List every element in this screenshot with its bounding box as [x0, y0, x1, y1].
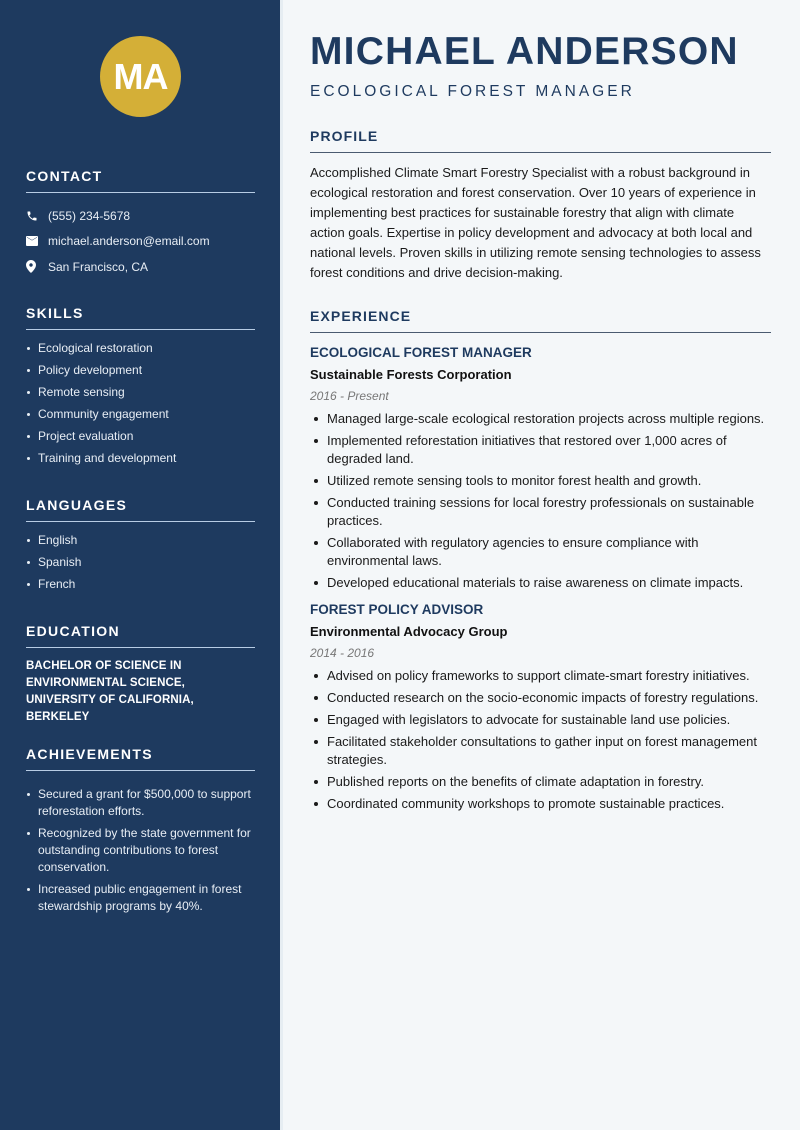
job-company: Environmental Advocacy Group — [310, 624, 508, 639]
job-bullet: Implemented reforestation initiatives that restored over 1,000 acres of degraded land. — [310, 432, 771, 468]
skill-item: Ecological restoration — [26, 340, 255, 357]
column-divider — [280, 0, 283, 1130]
job-entry — [310, 345, 771, 592]
email-address[interactable]: michael.anderson@email.com — [48, 234, 210, 249]
job-bullet: Published reports on the benefits of climate adaptation in forestry. — [310, 773, 771, 791]
education-heading: EDUCATION — [26, 623, 255, 648]
skills-list — [26, 340, 255, 467]
contact-heading: CONTACT — [26, 168, 255, 193]
job-bullet: Engaged with legislators to advocate for sustainable land use policies. — [310, 711, 771, 729]
job-dates: 2016 - Present — [310, 389, 389, 403]
job-bullet: Advised on policy frameworks to support climate-smart forestry initiatives. — [310, 667, 771, 685]
skills-heading: SKILLS — [26, 305, 255, 330]
education-degree: BACHELOR OF SCIENCE IN ENVIRONMENTAL SCIENCE, UNIVERSITY OF CALIFORNIA, BERKELEY — [26, 660, 194, 723]
job-bullets — [310, 667, 771, 813]
candidate-title: ECOLOGICAL FOREST MANAGER — [310, 83, 635, 100]
experience-heading: EXPERIENCE — [310, 308, 771, 333]
experience-section — [310, 308, 771, 817]
job-bullet: Coordinated community workshops to promote sustainable practices. — [310, 795, 771, 813]
skill-item: Training and development — [26, 450, 255, 467]
languages-section — [26, 497, 255, 598]
achievement-item: Increased public engagement in forest stewardship programs by 40%. — [26, 881, 255, 915]
achievement-item: Recognized by the state government for outstanding contributions to forest conservation. — [26, 825, 255, 876]
phone-icon — [26, 210, 48, 222]
achievement-item: Secured a grant for $500,000 to support reforestation efforts. — [26, 786, 255, 820]
language-item: English — [26, 532, 255, 549]
job-bullet: Conducted training sessions for local forestry professionals on sustainable practices. — [310, 494, 771, 530]
languages-list — [26, 532, 255, 593]
job-bullet: Facilitated stakeholder consultations to gather input on forest management strategies. — [310, 733, 771, 769]
languages-heading: LANGUAGES — [26, 497, 255, 522]
achievements-list — [26, 786, 255, 915]
job-dates: 2014 - 2016 — [310, 646, 375, 660]
job-bullet: Developed educational materials to raise awareness on climate impacts. — [310, 574, 771, 592]
job-bullet: Collaborated with regulatory agencies to ensure compliance with environmental laws. — [310, 534, 771, 570]
contact-section — [26, 168, 255, 280]
contact-list — [26, 203, 255, 280]
skills-section — [26, 305, 255, 472]
avatar: MA — [100, 36, 181, 117]
contact-phone — [26, 203, 255, 229]
location-text: San Francisco, CA — [48, 259, 149, 274]
skill-item: Policy development — [26, 362, 255, 379]
profile-heading: PROFILE — [310, 128, 771, 153]
language-item: Spanish — [26, 554, 255, 571]
contact-location — [26, 254, 255, 280]
job-bullet: Utilized remote sensing tools to monitor forest health and growth. — [310, 472, 771, 490]
achievements-section — [26, 746, 255, 920]
skill-item: Project evaluation — [26, 428, 255, 445]
job-bullet: Conducted research on the socio-economic impacts of forestry regulations. — [310, 689, 771, 707]
skill-item: Community engagement — [26, 406, 255, 423]
job-company: Sustainable Forests Corporation — [310, 367, 512, 382]
location-pin-icon — [26, 260, 48, 273]
contact-email — [26, 229, 255, 255]
candidate-name: MICHAEL ANDERSON — [310, 30, 739, 73]
profile-section — [310, 128, 771, 283]
job-bullets — [310, 410, 771, 592]
job-bullet: Managed large-scale ecological restoration projects across multiple regions. — [310, 410, 771, 428]
education-section — [26, 623, 255, 726]
phone-number[interactable]: (555) 234-5678 — [48, 208, 131, 223]
profile-summary: Accomplished Climate Smart Forestry Specialist with a robust background in ecological restoration and forest conservation. Over 10 years of experience in implementing best practices for sustainable forestry that align with climate action goals. Expertise in policy development and advocacy at both local and national levels. Proven skills in utilizing remote sensing technologies to assess forest conditions and drive decision-making. — [310, 165, 761, 280]
email-icon — [26, 236, 48, 246]
skill-item: Remote sensing — [26, 384, 255, 401]
job-role: ECOLOGICAL FOREST MANAGER — [310, 345, 532, 360]
achievements-heading: ACHIEVEMENTS — [26, 746, 255, 771]
language-item: French — [26, 576, 255, 593]
job-entry — [310, 602, 771, 813]
sidebar — [0, 0, 280, 1130]
job-role: FOREST POLICY ADVISOR — [310, 602, 484, 617]
